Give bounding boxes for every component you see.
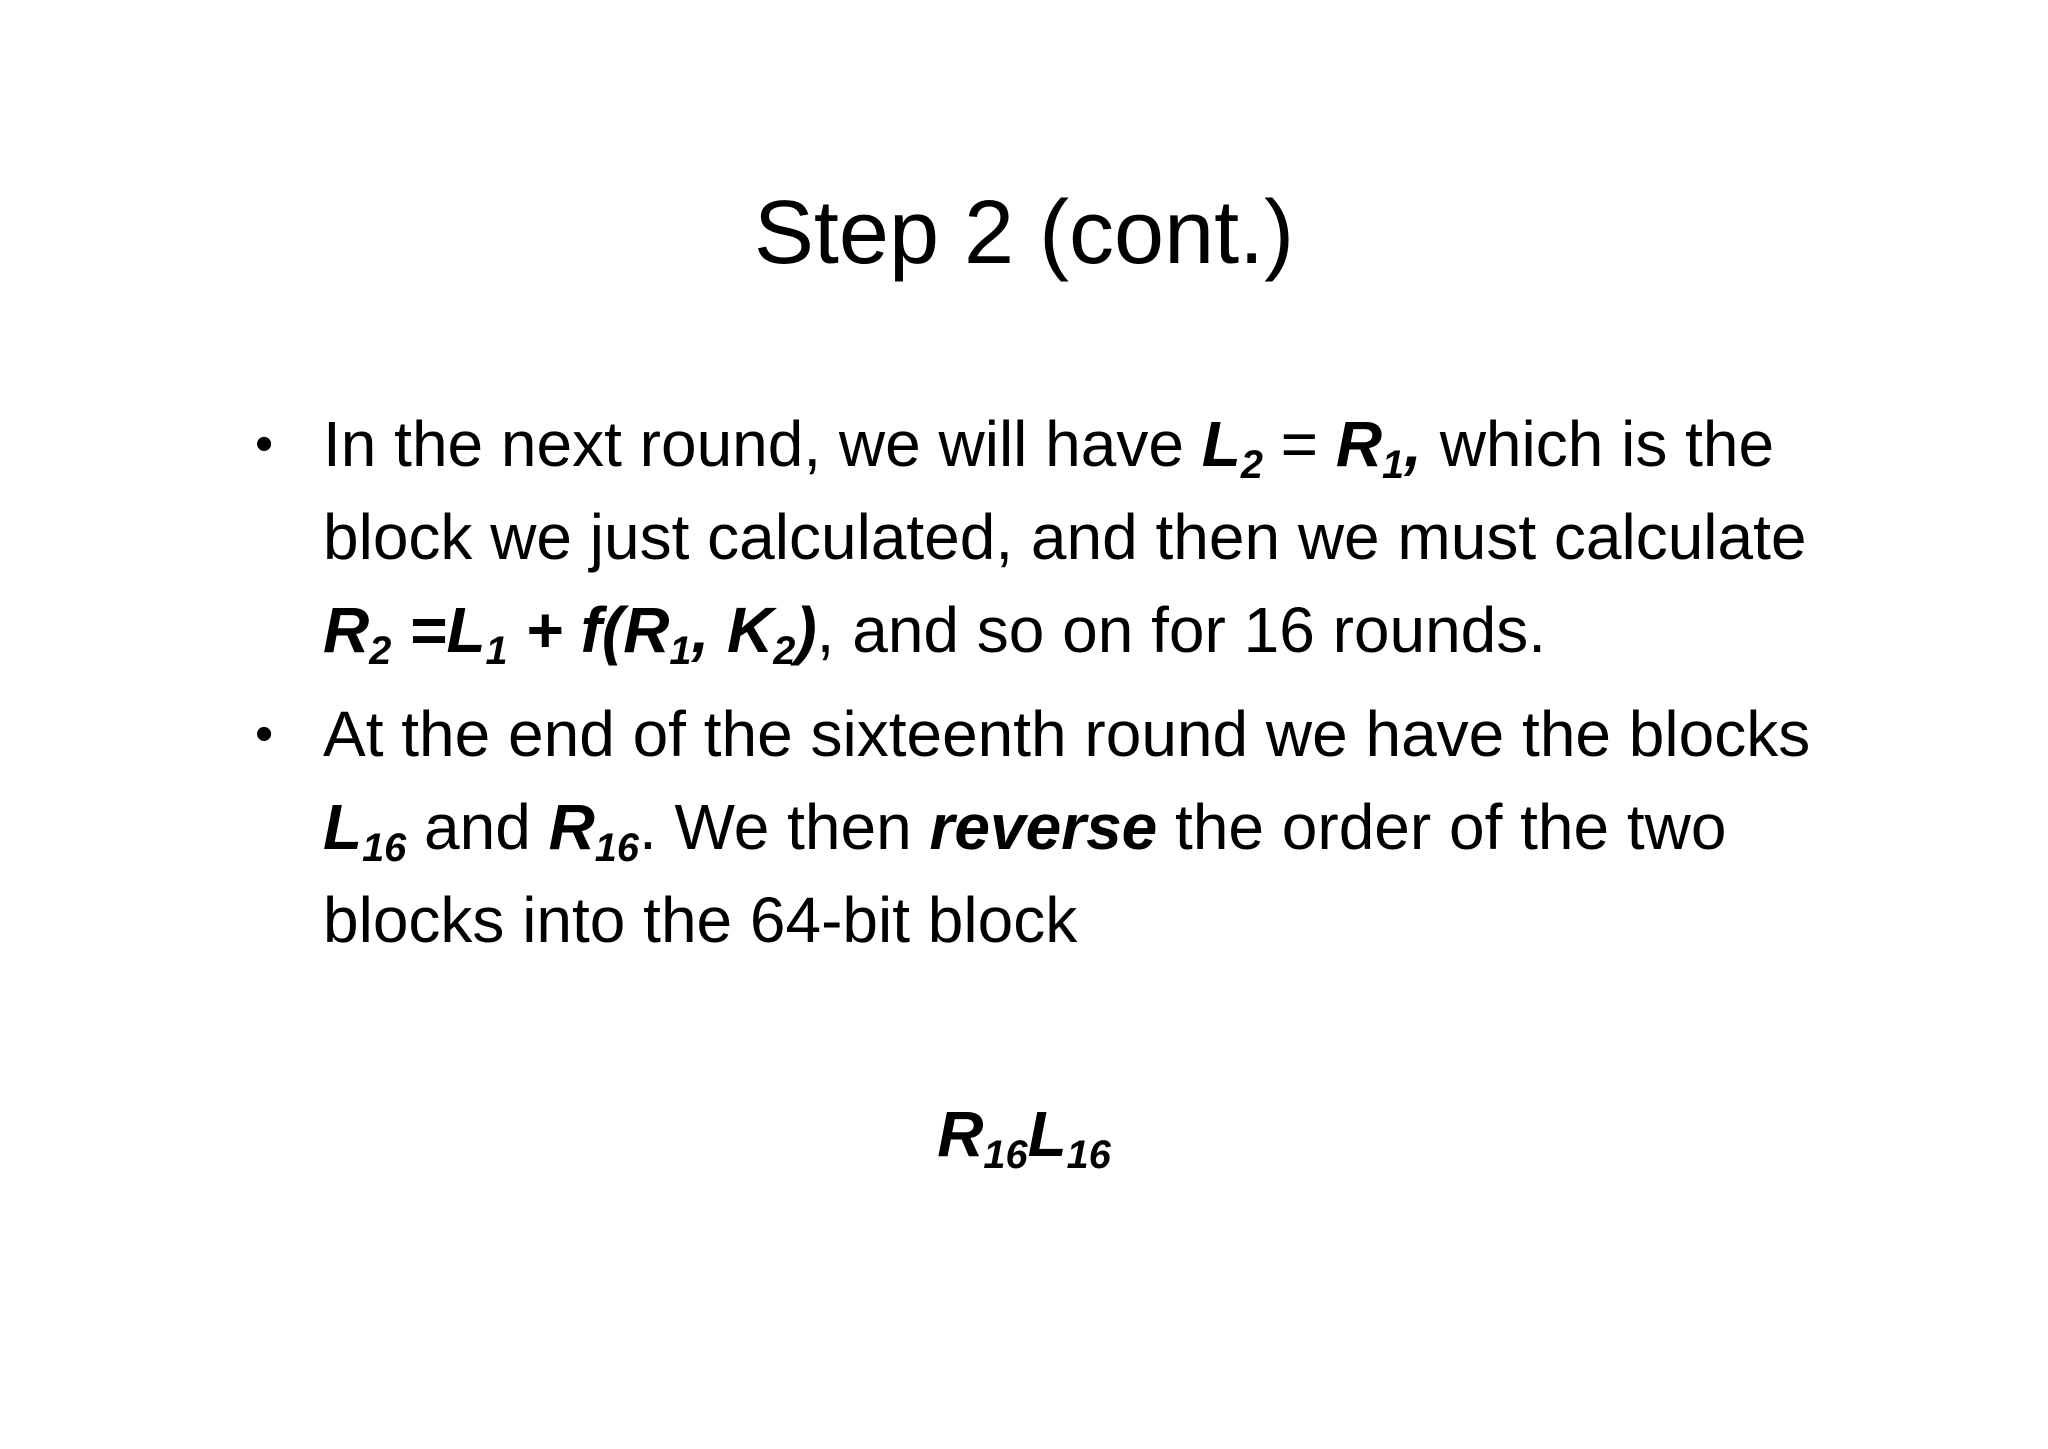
math-subscript: 1	[485, 628, 508, 673]
bullet-text: and	[406, 791, 549, 863]
math-var: L	[323, 791, 363, 863]
math-var: R	[937, 1098, 984, 1170]
math-var: R	[548, 791, 595, 863]
bullet-text: which is the block we just calculated, and then we must calculate	[323, 408, 1807, 573]
math-subscript: 1	[1382, 442, 1405, 487]
math-expression: + f(R	[507, 594, 670, 666]
bullet-list	[255, 398, 1825, 978]
math-subscript: 16	[594, 825, 639, 870]
math-subscript: 2	[773, 628, 796, 673]
math-punct: ,	[1404, 408, 1422, 480]
bullet-icon: •	[255, 705, 274, 763]
bullet-item-sixteenth-round	[255, 688, 1825, 967]
math-expression: , K	[691, 594, 774, 666]
emphasis-text: reverse	[929, 791, 1158, 863]
math-var: L	[1027, 1098, 1067, 1170]
bullet-text: , and so on for 16 rounds.	[816, 594, 1547, 666]
math-subscript: 1	[669, 628, 692, 673]
math-expression: )	[795, 594, 817, 666]
bullet-item-next-round	[255, 398, 1825, 677]
math-subscript: 2	[369, 628, 392, 673]
math-var: L	[446, 594, 486, 666]
math-subscript: 2	[1240, 442, 1263, 487]
bullet-text: At the end of the sixteenth round we have the blocks	[323, 698, 1811, 770]
math-var: R	[1335, 408, 1383, 480]
math-var: R	[323, 594, 370, 666]
math-operator: =	[391, 594, 447, 666]
math-subscript: 16	[983, 1132, 1028, 1177]
bullet-text: the order of the two blocks into the 64-bit block	[323, 791, 1727, 956]
result-formula	[0, 1088, 2048, 1181]
bullet-text: =	[1262, 408, 1336, 480]
slide-title: Step 2 (cont.)	[753, 183, 1295, 283]
math-subscript: 16	[1066, 1132, 1111, 1177]
bullet-text: In the next round, we will have	[323, 408, 1202, 480]
math-subscript: 16	[362, 825, 407, 870]
math-var: L	[1201, 408, 1241, 480]
bullet-text: . We then	[638, 791, 930, 863]
bullet-icon: •	[255, 415, 274, 473]
